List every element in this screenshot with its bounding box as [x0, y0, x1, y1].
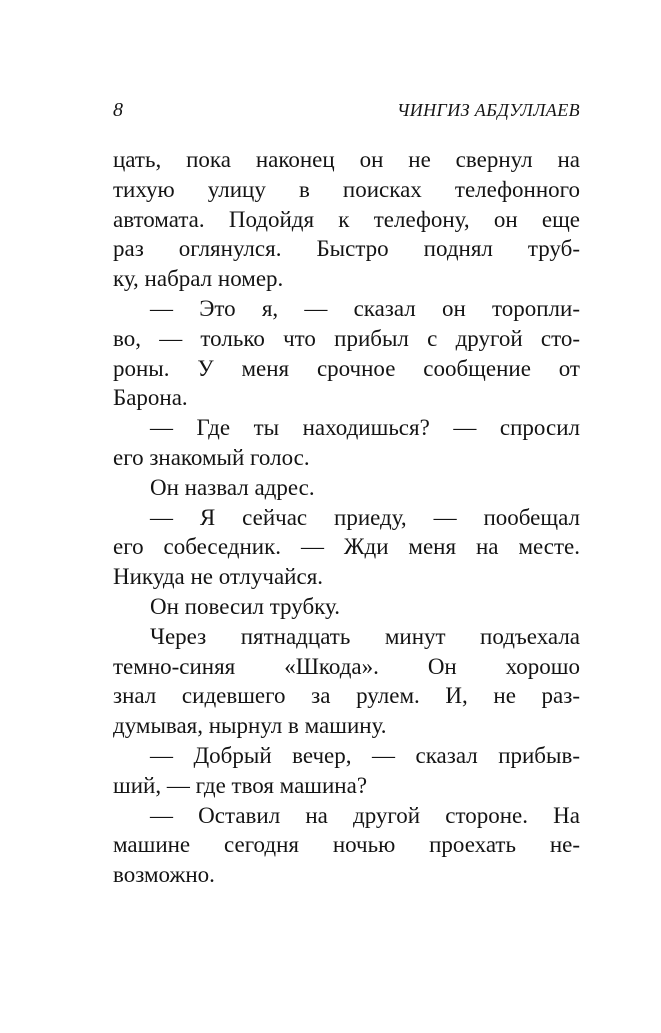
- text-line: Через пятнадцать минут подъехала: [150, 623, 580, 649]
- text-line: Никуда не отлучайся.: [113, 564, 324, 590]
- page-header: [113, 100, 580, 120]
- text-line: — Я сейчас приеду, — пообещал: [150, 504, 580, 530]
- page-number: 8: [113, 99, 123, 121]
- text-line: ку, набрал номер.: [113, 266, 284, 292]
- text-line: знал сидевшего за рулем. И, не раз-: [113, 683, 580, 709]
- text-line: автомата. Подойдя к телефону, он еще: [113, 206, 580, 232]
- text-line: раз оглянулся. Быстро поднял труб-: [113, 236, 580, 262]
- text-line: его собеседник. — Жди меня на месте.: [113, 534, 580, 560]
- text-line: роны. У меня срочное сообщение от: [113, 355, 580, 381]
- text-line: Он назвал адрес.: [150, 474, 315, 500]
- running-head-author: ЧИНГИЗ АБДУЛЛАЕВ: [396, 100, 580, 120]
- text-line: — Это я, — сказал он торопли-: [150, 295, 580, 321]
- text-line: темно-синяя «Шкода». Он хорошо: [113, 653, 580, 679]
- text-line: — Добрый вечер, — сказал прибыв-: [150, 742, 580, 768]
- text-line: — Оставил на другой стороне. На: [150, 802, 580, 828]
- body-text: [113, 145, 580, 890]
- text-line: его знакомый голос.: [113, 444, 310, 470]
- text-line: во, — только что прибыл с другой сто-: [113, 325, 580, 351]
- text-line: машине сегодня ночью проехать не-: [113, 832, 580, 858]
- text-line: — Где ты находишься? — спросил: [150, 415, 580, 441]
- text-line: думывая, нырнул в машину.: [113, 713, 387, 739]
- text-line: Он повесил трубку.: [150, 593, 340, 619]
- text-line: тихую улицу в поисках телефонного: [113, 176, 580, 202]
- text-line: Барона.: [113, 385, 188, 411]
- text-line: ший, — где твоя машина?: [113, 772, 368, 798]
- text-line: цать, пока наконец он не свернул на: [113, 147, 580, 172]
- text-line: возможно.: [113, 862, 215, 888]
